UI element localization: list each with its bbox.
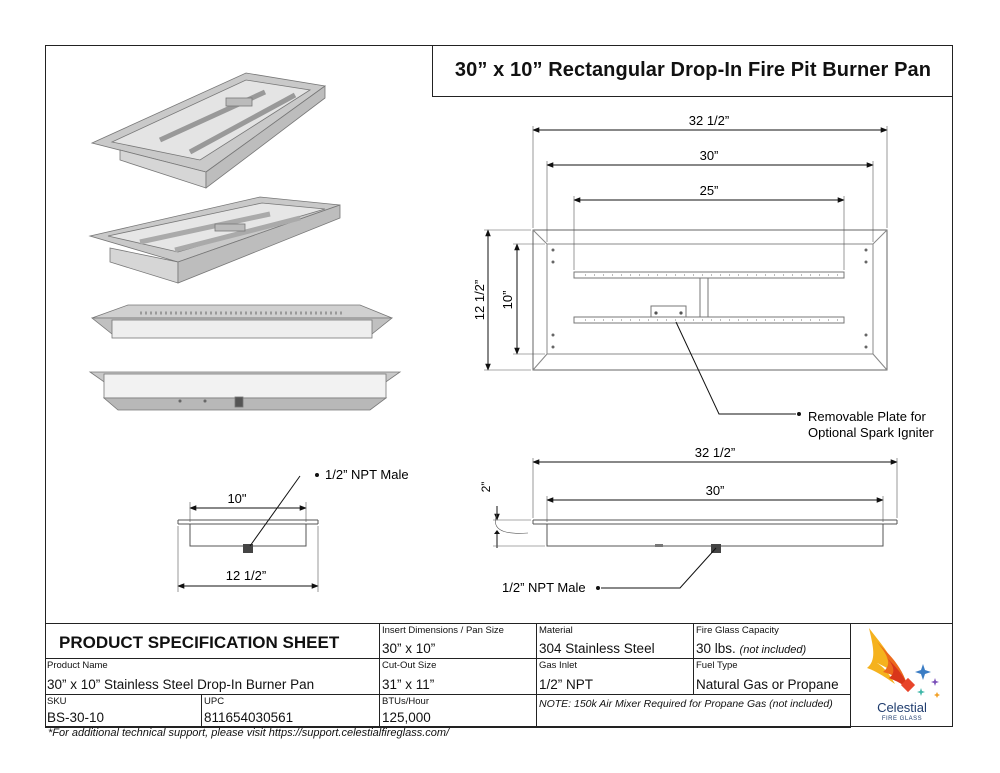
spec-fuel-value: Natural Gas or Propane: [696, 677, 839, 692]
logo-wordmark: Celestial: [877, 700, 927, 715]
spec-btu-value: 125,000: [382, 710, 431, 725]
spec-capacity-value-wrap: [696, 641, 806, 656]
spec-sku-cell: [45, 695, 202, 728]
support-footer: *For additional technical support, please visit https://support.celestialfireglass.com/: [48, 727, 450, 739]
spec-note: NOTE: 150k Air Mixer Required for Propane Gas (not included): [539, 698, 833, 710]
top-dim-burner: 25”: [699, 183, 719, 198]
spec-inlet-cell: [537, 659, 694, 695]
spec-product-value: 30” x 10” Stainless Steel Drop-In Burner Pan: [47, 677, 315, 692]
spec-product-label: Product Name: [47, 660, 108, 671]
spec-sheet-title-cell: [45, 624, 380, 659]
top-dim-height-insert: 10”: [500, 290, 515, 310]
top-dim-insert: 30”: [699, 148, 719, 163]
spec-capacity-note: (not included): [739, 644, 807, 656]
spec-btu-label: BTUs/Hour: [382, 696, 429, 707]
spec-cutout-cell: [380, 659, 537, 695]
top-view: [484, 126, 887, 416]
end-dim-insert: 10": [227, 491, 247, 506]
side-callout-npt: 1/2” NPT Male: [502, 580, 586, 595]
spec-upc-value: 811654030561: [204, 710, 294, 725]
spec-inlet-value: 1/2” NPT: [539, 677, 594, 692]
spec-insert-value: 30” x 10”: [382, 641, 436, 656]
top-callout-line2: Optional Spark Igniter: [808, 425, 934, 440]
side-dim-depth: 2”: [479, 481, 493, 493]
spec-table: [45, 623, 953, 727]
spec-cutout-value: 31” x 11”: [382, 677, 435, 692]
iso-view-front: [92, 305, 392, 338]
spec-product-cell: [45, 659, 380, 695]
logo-tagline: FIRE GLASS: [881, 716, 923, 722]
spec-sheet-title: PRODUCT SPECIFICATION SHEET: [59, 633, 340, 652]
spec-upc-cell: [202, 695, 380, 728]
spec-capacity-cell: [694, 624, 851, 659]
side-view: [493, 458, 897, 590]
end-callout-npt: 1/2” NPT Male: [325, 467, 409, 482]
spec-capacity-value: 30 lbs.: [696, 641, 736, 656]
iso-view-top-left: [92, 73, 325, 188]
spec-note-cell: [537, 695, 851, 728]
spec-btu-cell: [380, 695, 537, 728]
top-dim-height-outer: 12 1/2”: [472, 279, 487, 321]
end-dim-outer: 12 1/2”: [225, 568, 267, 583]
spec-capacity-label: Fire Glass Capacity: [696, 625, 779, 636]
spec-inlet-label: Gas Inlet: [539, 660, 578, 671]
side-dim-outer: 32 1/2”: [694, 445, 736, 460]
spec-sku-label: SKU: [47, 696, 67, 707]
flame-logo-icon: [851, 624, 953, 704]
spec-material-label: Material: [539, 625, 573, 636]
iso-view-angle: [90, 197, 340, 283]
spec-material-cell: [537, 624, 694, 659]
spec-material-value: 304 Stainless Steel: [539, 641, 655, 656]
iso-view-underside: [90, 372, 400, 410]
spec-insert-label: Insert Dimensions / Pan Size: [382, 625, 504, 636]
top-callout-line1: Removable Plate for: [808, 409, 926, 424]
spec-upc-label: UPC: [204, 696, 225, 707]
spec-cutout-label: Cut-Out Size: [382, 660, 437, 671]
spec-insert-cell: [380, 624, 537, 659]
spec-fuel-label: Fuel Type: [696, 660, 738, 671]
top-dim-outer: 32 1/2”: [688, 113, 730, 128]
spec-fuel-cell: [694, 659, 851, 695]
page-title: 30” x 10” Rectangular Drop-In Fire Pit Burner Pan: [454, 59, 932, 81]
celestial-logo: [851, 624, 953, 728]
side-dim-insert: 30”: [705, 483, 725, 498]
spec-sku-value: BS-30-10: [47, 710, 105, 725]
